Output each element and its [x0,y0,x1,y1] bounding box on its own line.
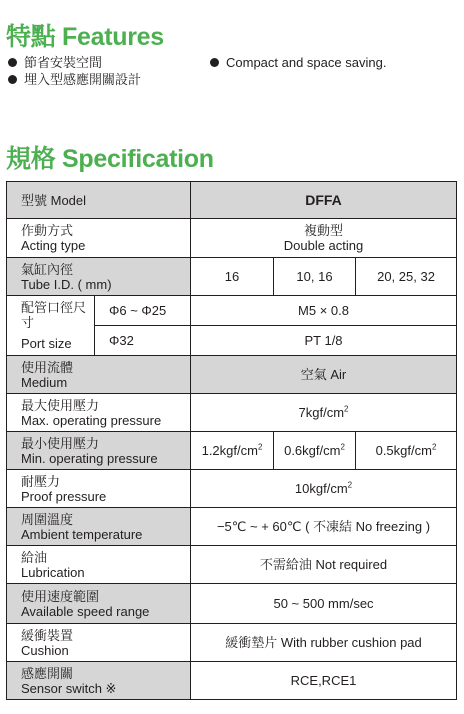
medium-value: 空氣 Air [191,356,457,394]
spec-row-cushion [7,624,457,662]
speed-range-value: 50 ~ 500 mm/sec [191,584,457,624]
speed-range-label: 使用速度範圍 Available speed range [7,584,191,624]
spec-row-sensor-switch [7,662,457,700]
min-pressure-value: $0.5kgf/cm^2$ [356,432,457,470]
min-pressure-value: $1.2kgf/cm^2$ [191,432,274,470]
spec-row-medium [7,356,457,394]
spec-row-max-pressure [7,394,457,432]
port-size-range: Φ6 ~ Φ25 [95,296,191,326]
specification-title: 規格 Specification [6,145,214,173]
features-title: 特點 Features [6,23,164,51]
spec-row-ambient-temp [7,508,457,546]
medium-label: 使用流體 Medium [7,356,191,394]
cushion-value: 緩衝墊片 With rubber cushion pad [191,624,457,662]
spec-row-speed-range [7,584,457,624]
sensor-switch-value: RCE,RCE1 [191,662,457,700]
ambient-temp-value: −5℃ ~ + 60℃ ( 不凍結 No freezing ) [191,508,457,546]
spec-row-min-pressure [7,432,457,470]
bullet-icon [8,58,17,67]
tube-id-value: 20, 25, 32 [356,258,457,296]
port-size-value: M5 × 0.8 [191,296,457,326]
port-size-value: PT 1/8 [191,326,457,356]
feature-item [210,54,386,71]
feature-item [8,54,102,71]
max-pressure-value: $7kgf/cm^2$ [191,394,457,432]
port-size-label: 配管口徑尺寸 Port size [7,296,95,356]
min-pressure-label: 最小使用壓力 Min. operating pressure [7,432,191,470]
model-value: DFFA [191,182,457,219]
bullet-icon [8,75,17,84]
port-size-range: Φ32 [95,326,191,356]
bullet-icon [210,58,219,67]
tube-id-value: 16 [191,258,274,296]
ambient-temp-label: 周圍溫度 Ambient temperature [7,508,191,546]
tube-id-label: 氣缸內徑 Tube I.D. ( mm) [7,258,191,296]
acting-type-label: 作動方式 Acting type [7,219,191,258]
proof-pressure-label: 耐壓力 Proof pressure [7,470,191,508]
feature-item [8,71,141,88]
lubrication-value: 不需給油 Not required [191,546,457,584]
lubrication-label: 給油 Lubrication [7,546,191,584]
sensor-switch-label: 感應開關 Sensor switch ※ [7,662,191,700]
spec-row-proof-pressure [7,470,457,508]
spec-row-lubrication [7,546,457,584]
min-pressure-value: $0.6kgf/cm^2$ [274,432,356,470]
cushion-label: 緩衝裝置 Cushion [7,624,191,662]
max-pressure-label: 最大使用壓力 Max. operating pressure [7,394,191,432]
feature-text: 埋入型感應開關設計 [24,72,142,87]
feature-text: 節省安裝空間 [24,55,103,70]
model-label: 型號 Model [7,182,191,219]
spec-row-acting-type [7,219,457,258]
acting-type-value: 複動型 Double acting [191,219,457,258]
tube-id-value: 10, 16 [274,258,356,296]
specification-table [6,181,457,700]
spec-row-tube-id [7,258,457,296]
proof-pressure-value: $10kgf/cm^2$ [191,470,457,508]
feature-text: Compact and space saving. [226,55,387,70]
spec-row-port-size [7,296,457,326]
spec-row-model [7,182,457,219]
